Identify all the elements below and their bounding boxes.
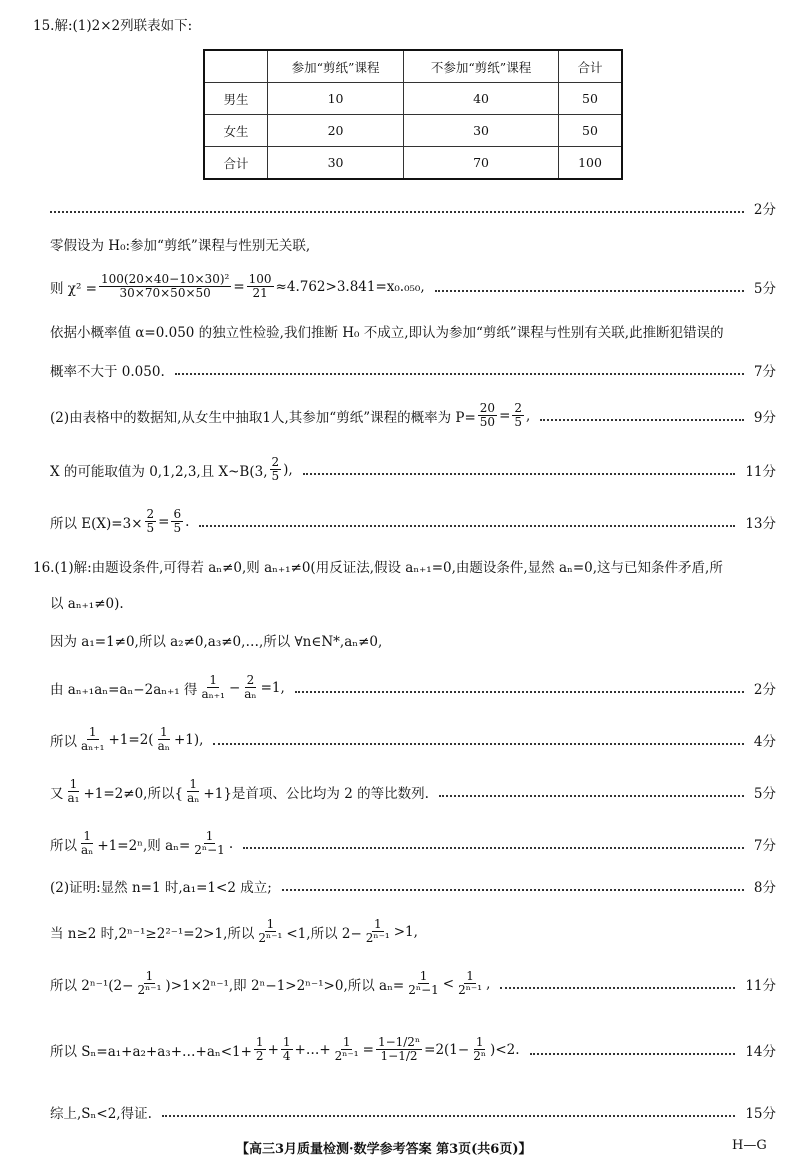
table-cell: 10: [268, 83, 404, 115]
denominator: 30×70×50×50: [119, 286, 211, 300]
formula-text: )<2.: [490, 1041, 520, 1058]
leader-dots: [243, 847, 744, 849]
table-cell: 50: [559, 83, 623, 115]
score-label: 13分: [745, 515, 776, 532]
formula-text: =1,: [260, 679, 285, 696]
denominator: aₙ: [244, 687, 257, 701]
score-label: 8分: [753, 880, 776, 896]
numerator: 1−1/2ⁿ: [377, 1035, 421, 1049]
chi-square-line: [50, 273, 776, 300]
denominator: a₁: [67, 791, 80, 805]
score-label: 15分: [745, 1106, 776, 1122]
table-cell: 男生: [204, 83, 268, 115]
formula-text: <1,所以 2−: [286, 925, 362, 942]
leader-dots: [282, 889, 744, 891]
leader-dots: [175, 373, 744, 375]
formula-text: −: [228, 679, 241, 696]
table-header-cell: [204, 50, 268, 83]
numerator: 1: [255, 1035, 264, 1049]
fraction: [254, 1036, 266, 1063]
punctuation: .: [185, 513, 190, 530]
leader-dots: [530, 1053, 736, 1055]
formula-text: <: [442, 975, 455, 992]
fraction: [456, 970, 484, 997]
fraction: [512, 402, 524, 429]
punctuation: ),: [283, 461, 293, 478]
expectation-line: [50, 508, 776, 535]
fraction: [406, 970, 441, 997]
table-row: [204, 83, 622, 115]
score-label: 11分: [745, 977, 776, 994]
score-label: 5分: [753, 280, 776, 297]
numerator: 1: [88, 725, 97, 739]
q16-line-12: [50, 1102, 776, 1122]
formula-text: 所以 2ⁿ⁻¹(2−: [50, 977, 134, 994]
fraction: [66, 778, 82, 805]
denominator: 5: [173, 521, 182, 535]
fraction: [242, 674, 258, 701]
fraction: [145, 508, 157, 535]
leader-dots: [162, 1115, 735, 1117]
denominator: 5: [146, 521, 155, 535]
denominator: aₙ₊₁: [81, 739, 105, 753]
formula-text: =2(1−: [424, 1041, 470, 1058]
fraction: [256, 918, 284, 945]
score-label: 4分: [753, 733, 776, 750]
q16-line-8: [50, 876, 776, 896]
formula-text: +…+: [294, 1041, 331, 1058]
denominator: 2ⁿ−1: [408, 983, 439, 997]
leader-dots: [199, 525, 735, 527]
denominator: 2ⁿ−1: [194, 843, 225, 857]
punctuation: ,: [526, 407, 531, 424]
q16-line-10: [50, 970, 776, 997]
formula-text: 所以 Sₙ=a₁+a₂+a₃+…+aₙ<1+: [50, 1043, 252, 1060]
table-cell: 女生: [204, 115, 268, 147]
leader-dots: [540, 419, 744, 421]
numerator: 1: [209, 673, 217, 687]
q16-line-4: [50, 674, 776, 701]
numerator: 1: [69, 777, 78, 791]
fraction: [171, 508, 183, 535]
expectation-text: 所以 E(X)=3×: [50, 515, 143, 532]
leader-dots: [439, 795, 744, 797]
denominator: 4: [282, 1049, 291, 1063]
score-label: 7分: [753, 837, 776, 854]
formula-text: 又: [50, 785, 64, 802]
leader-dots: [435, 290, 744, 292]
distribution-text: X 的可能取值为 0,1,2,3,且 X~B(3,: [50, 463, 268, 480]
formula-text: 所以: [50, 837, 77, 854]
equals-sign: =: [158, 513, 170, 530]
q15-heading: 15.解:(1)2×2列联表如下:: [33, 18, 193, 34]
leader-dots: [500, 987, 735, 989]
numerator: 1: [266, 917, 275, 931]
fraction: [333, 1036, 361, 1063]
denominator: 21: [252, 286, 268, 300]
numerator: 6: [173, 507, 182, 521]
fraction: [364, 918, 392, 945]
score-label: 7分: [753, 364, 776, 380]
numerator: 2: [246, 673, 255, 687]
formula-text: +1),: [173, 731, 204, 748]
formula-text: +: [267, 1041, 279, 1058]
table-header-cell: 合计: [559, 50, 623, 83]
fraction: [135, 970, 163, 997]
score-label: 14分: [745, 1043, 776, 1060]
denominator: 2ⁿ⁻¹: [258, 931, 283, 945]
denominator: 50: [479, 415, 496, 429]
q16-line-11: [50, 1036, 776, 1063]
numerator: 1: [189, 777, 198, 791]
score-label: 2分: [753, 681, 776, 698]
table-cell: 20: [268, 115, 404, 147]
formula-text: 当 n≥2 时,2ⁿ⁻¹≥2²⁻¹=2>1,所以: [50, 925, 255, 942]
contingency-table: [203, 49, 623, 180]
fraction: [79, 830, 95, 857]
denominator: aₙ: [81, 843, 94, 857]
score-label: 9分: [753, 409, 776, 426]
score-label: 11分: [745, 463, 776, 480]
denominator: 2ⁿ⁻¹: [365, 931, 390, 945]
conclusion-text: 概率不大于 0.050.: [50, 364, 165, 380]
score-line: [50, 198, 776, 218]
table-cell: 30: [268, 147, 404, 180]
footer-code: H—G: [732, 1138, 767, 1153]
numerator: 1: [83, 829, 91, 843]
numerator: 1: [342, 1035, 351, 1049]
formula-text: +1}是首项、公比均为 2 的等比数列.: [203, 785, 429, 802]
chi-fraction: [99, 273, 231, 300]
q16-line-6: [50, 778, 776, 805]
chi-result: ≈4.762>3.841=x₀.₀₅₀,: [275, 278, 425, 295]
numerator: 1: [373, 917, 382, 931]
leader-dots: [295, 691, 744, 693]
table-row: [204, 147, 622, 180]
leader-dots: [50, 211, 744, 213]
leader-dots: [213, 743, 744, 745]
denominator: aₙ₊₁: [201, 687, 225, 701]
fraction: [192, 830, 227, 857]
formula-text: >1,: [393, 923, 418, 940]
q16-line-2: 以 aₙ₊₁≠0).: [50, 596, 124, 612]
proof-text: 综上,Sₙ<2,得证.: [50, 1106, 152, 1122]
q16-line-3: 因为 a₁=1≠0,所以 a₂≠0,a₃≠0,…,所以 ∀n∈N*,aₙ≠0,: [50, 634, 383, 650]
q16-line-7: [50, 830, 776, 857]
denominator: 2: [255, 1049, 264, 1063]
numerator: 1: [466, 969, 474, 983]
q16-line-9: [50, 918, 418, 945]
table-row: [204, 115, 622, 147]
formula-text: +1=2ⁿ,则 aₙ=: [97, 837, 191, 854]
conclusion-line-2: [50, 360, 776, 380]
proof-text: (2)证明:显然 n=1 时,a₁=1<2 成立;: [50, 880, 272, 896]
conclusion-line-1: 依据小概率值 α=0.050 的独立性检验,我们推断 H₀ 不成立,即认为参加“剪纸”课程与性别有关联,此推断犯错误的: [50, 325, 724, 341]
fraction: [376, 1036, 422, 1063]
table-header-cell: 参加“剪纸”课程: [268, 50, 404, 83]
fraction: [156, 726, 172, 753]
table-header-cell: 不参加“剪纸”课程: [404, 50, 559, 83]
table-cell: 40: [404, 83, 559, 115]
denominator: 1−1/2: [380, 1049, 418, 1063]
numerator: 1: [282, 1035, 291, 1049]
score-label: 2分: [753, 202, 776, 218]
table-cell: 30: [404, 115, 559, 147]
q16-line-5: [50, 726, 776, 753]
table-cell: 合计: [204, 147, 268, 180]
formula-text: .: [228, 835, 234, 852]
fraction: [199, 674, 227, 701]
denominator: 2ⁿ⁻¹: [137, 983, 162, 997]
equals-sign: =: [499, 407, 511, 424]
denominator: aₙ: [157, 739, 170, 753]
table-cell: 70: [404, 147, 559, 180]
numerator: 1: [205, 829, 214, 843]
probability-line: [50, 402, 776, 429]
fraction: [478, 402, 497, 429]
formula-text: +1=2≠0,所以{: [83, 785, 184, 802]
formula-text: 所以: [50, 733, 77, 750]
chi-fraction-2: [247, 273, 274, 300]
denominator: 2ⁿ⁻¹: [334, 1049, 359, 1063]
leader-dots: [303, 473, 736, 475]
fraction: [471, 1036, 488, 1063]
denominator: 5: [514, 415, 523, 429]
numerator: 1: [475, 1035, 484, 1049]
distribution-line: [50, 456, 776, 483]
formula-text: )>1×2ⁿ⁻¹,即 2ⁿ−1>2ⁿ⁻¹>0,所以 aₙ=: [165, 977, 405, 994]
footer-title: 【高三3月质量检测·数学参考答案 第3页(共6页)】: [236, 1142, 532, 1157]
null-hypothesis: 零假设为 H₀:参加“剪纸”课程与性别无关联,: [50, 238, 311, 254]
numerator: 100: [248, 272, 272, 286]
probability-text: (2)由表格中的数据知,从女生中抽取1人,其参加“剪纸”课程的概率为 P=: [50, 409, 476, 426]
numerator: 1: [145, 969, 154, 983]
fraction: [281, 1036, 293, 1063]
formula-text: ,: [486, 975, 491, 992]
table-cell: 100: [559, 147, 623, 180]
table-cell: 50: [559, 115, 623, 147]
numerator: 20: [479, 401, 496, 415]
chi-prefix: 则 χ² =: [50, 280, 97, 297]
denominator: 2ⁿ: [473, 1049, 487, 1063]
formula-text: 由 aₙ₊₁aₙ=aₙ−2aₙ₊₁ 得: [50, 681, 198, 698]
formula-text: =: [362, 1041, 374, 1058]
numerator: 100(20×40−10×30)²: [101, 272, 230, 286]
numerator: 2: [146, 507, 155, 521]
denominator: 2ⁿ⁻¹: [458, 983, 483, 997]
numerator: 1: [419, 969, 428, 983]
denominator: 5: [271, 469, 280, 483]
numerator: 1: [159, 725, 168, 739]
score-label: 5分: [753, 785, 776, 802]
table-header-row: [204, 50, 622, 83]
formula-text: +1=2(: [108, 731, 154, 748]
denominator: aₙ: [187, 791, 200, 805]
equals-sign: =: [233, 278, 245, 295]
q16-line-1: 16.(1)解:由题设条件,可得若 aₙ≠0,则 aₙ₊₁≠0(用反证法,假设 aₙ₊₁=0,由题设条件,显然 aₙ=0,这与已知条件矛盾,所: [33, 560, 723, 576]
fraction: [185, 778, 201, 805]
numerator: 2: [514, 401, 523, 415]
fraction: [270, 456, 282, 483]
numerator: 2: [271, 455, 280, 469]
fraction: [79, 726, 107, 753]
